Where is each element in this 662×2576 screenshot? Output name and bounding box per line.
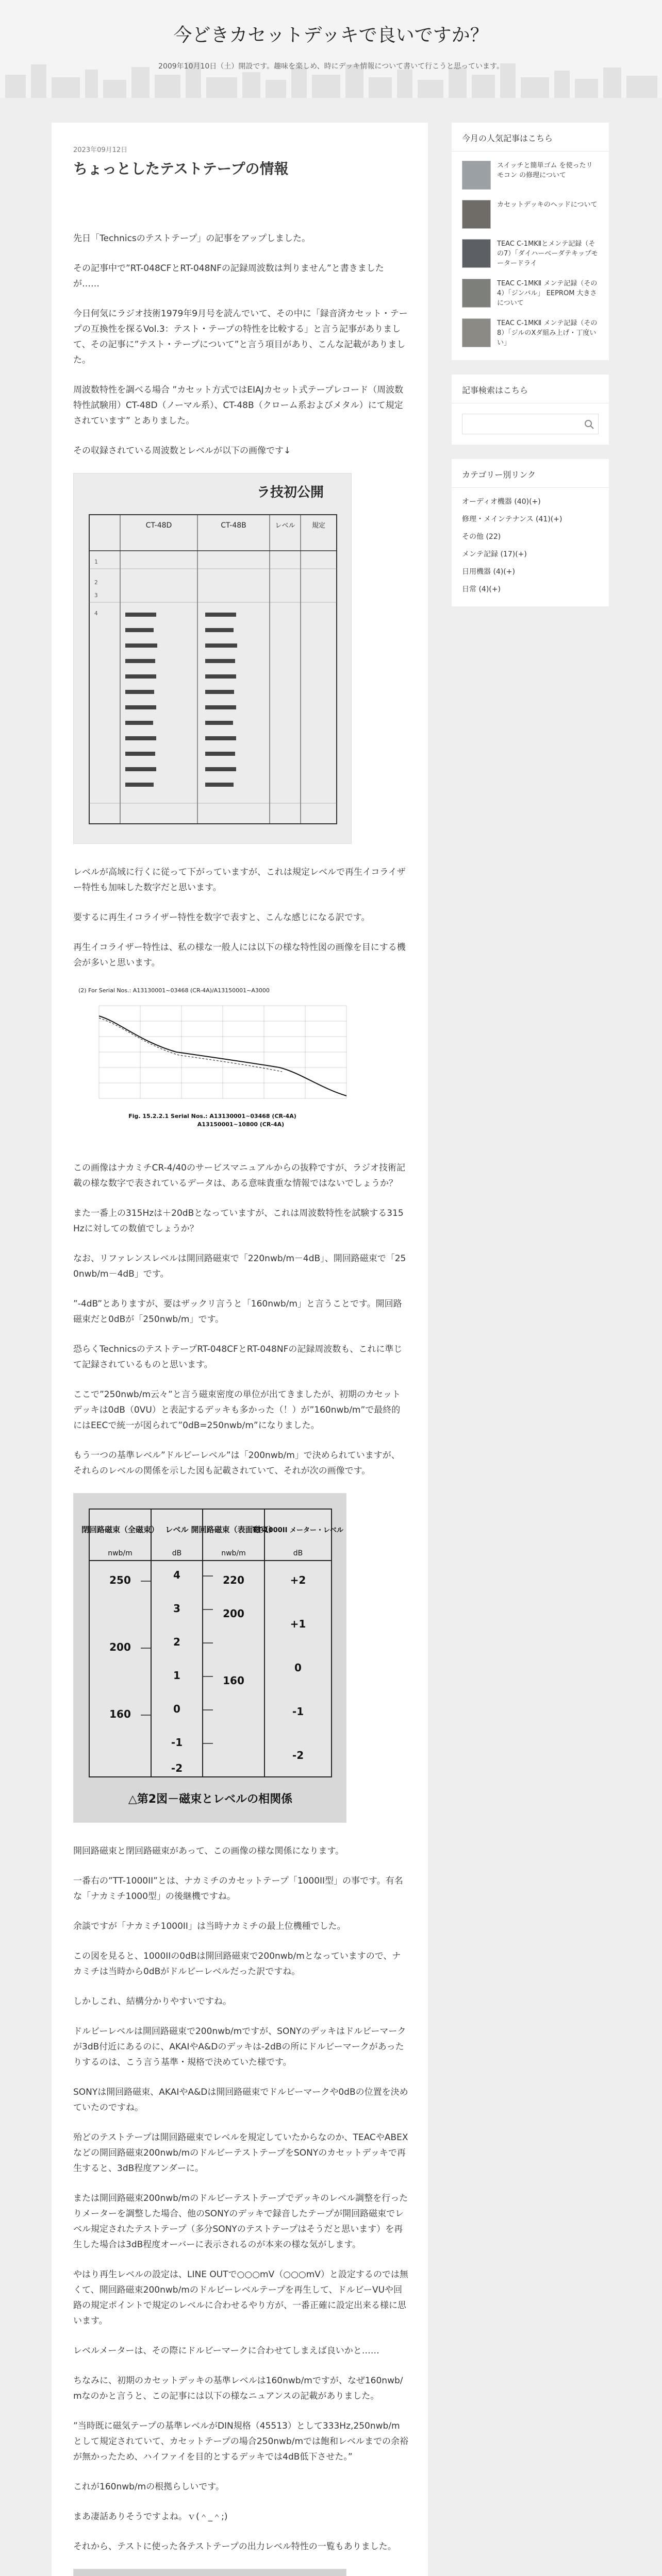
table-col-label: CT-48D — [145, 521, 172, 530]
paragraph: 余談ですが「ナカミチ1000II」は当時ナカミチの最上位機種でした。 — [73, 1921, 346, 1931]
paragraph: ”当時既に磁気テープの基準レベルがDIN規格（45513）として333Hz,250nwb/mとして規定されていて、カセットテープの場合250nwb/mでは飽和レベルまでの余裕が無かったため、ハイファイを目的とするデッキでは4dB低下させた。” — [73, 2421, 409, 2462]
widget-title: 今月の人気記事はこちら — [452, 123, 609, 151]
paragraph: 再生イコライザー特性は、私の様な一般人には以下の様な特性図の画像を目にする機会が多いと思います。 — [73, 942, 406, 968]
popular-post-item[interactable] — [452, 156, 609, 195]
flux-unit: nwb/m — [108, 1549, 133, 1557]
categories-widget — [452, 459, 609, 606]
paragraph: レベルメーターは、その際にドルビーマークに合わせてしまえば良いかと…… — [73, 2346, 379, 2356]
paragraph: なお、リファレンスレベルは開回路磁束で「220nwb/m－4dB」、開回路磁束で「250nwb/m－4dB」です。 — [73, 1253, 406, 1279]
flux-open-value: 220 — [223, 1574, 244, 1586]
graph-subcaption: A13150001~10800 (CR-4A) — [197, 1121, 285, 1128]
category-link[interactable]: その他 (22) — [462, 533, 501, 541]
frequency-table-scan[interactable] — [73, 473, 352, 844]
svg-text:1: 1 — [94, 558, 98, 565]
popular-posts-widget — [452, 123, 609, 360]
flux-col-label: レベル — [165, 1525, 189, 1534]
popular-post-title[interactable]: TEAC C-1MKⅡ メンテ記録（その8）「ジルのXダ組み上げ・丁度いい」 — [497, 319, 598, 347]
flux-col-label: 開回路磁束（表面磁束） — [191, 1525, 276, 1534]
sidebar — [452, 123, 609, 621]
paragraph: SONYは開回路磁束、AKAIやA&Dは開回路磁束でドルビーマークや0dBの位置を決めていたのですね。 — [73, 2087, 408, 2113]
flux-meter-value: +2 — [290, 1574, 306, 1586]
flux-col-label: 閉回路磁束（全磁束） — [81, 1525, 159, 1534]
post-thumbnail[interactable] — [462, 318, 491, 347]
graph-header: (2) For Serial Nos.: A13130001~03468 (CR-4A)/A13150001~A3000 — [78, 987, 270, 994]
paragraph: その収録されている周波数とレベルが以下の画像です↓ — [73, 446, 291, 456]
popular-post-title[interactable]: TEAC C-1MKⅡ メンテ記録（その4）「ジンバル」 EEPROM 大きさについて — [497, 280, 598, 307]
flux-meter-value: -2 — [292, 1749, 304, 1761]
flux-closed-value: 250 — [109, 1574, 131, 1586]
frequency-table-figure — [74, 473, 352, 844]
paragraph: ”-4dB”とありますが、要はザックリ言うと「160nwb/m」と言うことです。開回路磁束だと0dBが「250nwb/m」です。 — [73, 1299, 402, 1325]
popular-post-title[interactable]: TEAC C-1MKⅡとメンテ記録（その7）「ダイハーベーダテキップモータードライ — [497, 240, 598, 267]
search-widget — [452, 375, 609, 445]
category-link[interactable]: オーディオ機器 (40)(+) — [462, 498, 541, 506]
flux-unit: nwb/m — [221, 1549, 246, 1557]
svg-text:3: 3 — [94, 592, 98, 599]
paragraph: これが160nwb/mの根拠らしいです。 — [73, 2482, 224, 2492]
post-thumbnail[interactable] — [462, 161, 491, 190]
table-heading: ラ技初公開 — [256, 485, 324, 500]
paragraph: または開回路磁束200nwb/mのドルビーテストテープでデッキのレベル調整を行ったりメーターを調整した場合、他のSONYのデッキで録音したテープが開回路磁束でレベル規定されたテストテープ（多分SONYのテストテープはそうだと思います）を再生した場合は3dB程度オーバーに表示されるのが本来の様な気がします。 — [73, 2193, 408, 2250]
flux-level-value: -2 — [171, 1762, 183, 1774]
flux-level-scan[interactable] — [73, 1493, 346, 1823]
popular-post-item[interactable] — [452, 313, 609, 353]
paragraph: それから、テストに使った各テストテープの出力レベル特性の一覧もありました。 — [73, 2541, 396, 2552]
table-col-label: レベル — [275, 522, 295, 530]
category-link[interactable]: 日常 (4)(+) — [462, 585, 501, 594]
flux-meter-value: +1 — [290, 1618, 306, 1630]
flux-level-value: 2 — [173, 1636, 180, 1648]
search-icon[interactable] — [584, 419, 595, 430]
paragraph: 殆どのテストテープは開回路磁束でレベルを規定していたからなのか、TEACやABEXなどの開回路磁束200nwb/mのドルビーテストテープをSONYのカセットデッキで再生すると、3dB程度アンダーに。 — [73, 2132, 408, 2174]
search-input[interactable] — [462, 414, 581, 434]
category-link[interactable]: メンテ記録 (17)(+) — [462, 550, 527, 558]
flux-unit: dB — [293, 1549, 303, 1557]
flux-open-value: 200 — [223, 1607, 244, 1620]
paragraph: この画像はナカミチCR-4/40のサービスマニュアルからの抜粋ですが、ラジオ技術記載の様な数字で表されているデータは、ある意味貴重な情報ではないでしょうか？ — [73, 1163, 405, 1189]
popular-post-title[interactable]: カセットデッキのヘッドについて — [497, 201, 598, 209]
paragraph: ちなみに、初期のカセットデッキの基準レベルは160nwb/mですが、なぜ160nwb/mなのかと言うと、この記事には以下の様なニュアンスの記載がありました。 — [73, 2376, 403, 2401]
flux-closed-value: 160 — [109, 1708, 131, 1720]
category-link[interactable]: 修理・メインテナンス (41)(+) — [462, 515, 562, 523]
paragraph: しかしこれ、結構分かりやすいですね。 — [73, 1996, 232, 2007]
paragraph: また一番上の315Hzは＋20dBとなっていますが、これは周波数特性を試験する315Hzに対しての数値でしょうか？ — [73, 1208, 404, 1234]
flux-level-value: 0 — [173, 1703, 180, 1715]
popular-post-title[interactable]: スイッチと簡単ゴム を使ったリモコン の修理について — [497, 162, 593, 179]
flux-open-value: 160 — [223, 1674, 244, 1687]
article-card — [52, 123, 428, 2576]
post-thumbnail[interactable] — [462, 200, 491, 229]
paragraph: やはり再生レベルの設定は、LINE OUTで○○○mV（○○○mV）と設定するのでは無くて、開回路磁束200nwb/mのドルビーレベルテープを再生して、ドルビーVUや回路の規定ポイントで規定のレベルに合わせるやり方が、一番正確に設定出来る様に思います。 — [73, 2269, 408, 2326]
flux-figure-title: △第2図－磁束とレベルの相関係 — [128, 1793, 293, 1806]
site-title[interactable]: 今どきカセットデッキで良いですか？ — [173, 25, 489, 46]
paragraph: この図を見ると、1000IIの0dBは開回路磁束で200nwb/mとなっていますので、ナカミチは当時から0dBがドルビーレベルだった訳ですね。 — [73, 1951, 401, 1977]
popular-post-item[interactable] — [452, 234, 609, 274]
skyline-illustration — [0, 49, 662, 98]
flux-level-figure — [74, 1494, 346, 1823]
paragraph: その記事中で”RT-048CFとRT-048NFの記録周波数は判りません”と書きましたが…… — [73, 263, 384, 289]
paragraph: もう一つの基準レベル”ドルビーレベル”は「200nwb/m」で決められていますが、それらのレベルの関係を示した図も記載されていて、それが次の画像です。 — [73, 1450, 400, 1476]
flux-level-value: -1 — [171, 1736, 183, 1749]
paragraph: 要するに再生イコライザー特性を数字で表すと、こんな感じになる訳です。 — [73, 912, 370, 923]
table-col-label: CT-48B — [221, 521, 246, 530]
post-thumbnail[interactable] — [462, 279, 491, 308]
post-title[interactable]: ちょっとしたテストテープの情報 — [73, 160, 289, 177]
post-thumbnail[interactable] — [462, 239, 491, 268]
flux-unit: dB — [172, 1549, 182, 1557]
flux-level-value: 1 — [173, 1669, 180, 1682]
svg-text:4: 4 — [94, 610, 98, 617]
table-col-label: 規定 — [311, 522, 326, 530]
popular-post-item[interactable] — [452, 195, 609, 234]
category-link[interactable]: 日用機器 (4)(+) — [462, 568, 515, 576]
widget-title: 記事検索はこちら — [452, 375, 609, 403]
paragraph: 今日何気にラジオ技術1979年9月号を読んでいて、その中に「録音済カセット・テープの互換性を探るVol.3：テスト・テープの特性を比較する」と言う記事がありまして、その記事に”テスト・テープについて”と言う項目があり、こんな記載がありました。 — [73, 309, 408, 365]
flux-col-label: TT-1000II メーター・レベル — [253, 1527, 343, 1534]
eq-curve-figure — [73, 985, 352, 1140]
tape-level-scan[interactable] — [73, 2569, 346, 2576]
paragraph: 恐らくTechnicsのテストテープRT-048CFとRT-048NFの記録周波数も、これに準じて記録されているものと思います。 — [73, 1344, 403, 1370]
site-description: 2009年10月10日（土）開設です。趣味を楽しめ、時にデッキ情報について書いて行こうと思っています。 — [158, 62, 504, 71]
paragraph: 先日「Technicsのテストテープ」の記事をアップしました。 — [73, 233, 311, 244]
svg-text:2: 2 — [94, 579, 98, 586]
graph-caption: Fig. 15.2.2.1 Serial Nos.: A13130001~03468 (CR-4A) — [128, 1113, 296, 1120]
widget-title: カテゴリー別リンク — [452, 459, 609, 488]
flux-level-value: 4 — [173, 1569, 180, 1581]
tape-level-figure — [74, 2569, 346, 2576]
paragraph: 一番右の”TT-1000II”とは、ナカミチのカセットテープ「1000II型」の事です。有名な「ナカミチ1000型」の後継機ですね。 — [73, 1876, 403, 1902]
site-header — [0, 0, 662, 98]
paragraph: ドルビーレベルは開回路磁束で200nwb/mですが、SONYのデッキはドルビーマークが3dB付近にあるのに、AKAIやA&Dのデッキは-2dBの所にドルビーマークがあったりするのは、こう言う基準・規格で決めていた様です。 — [73, 2026, 406, 2067]
paragraph: まあ凄話ありそうですよね。ｖ(＾_＾;) — [73, 2512, 228, 2522]
paragraph: 開回路磁束と閉回路磁束があって、この画像の様な関係になります。 — [73, 1846, 344, 1856]
post-body — [73, 231, 408, 2576]
flux-closed-value: 200 — [109, 1641, 131, 1653]
paragraph: レベルが高域に行くに従って下がっていますが、これは規定レベルで再生イコライザー特性も加味した数字だと思います。 — [73, 867, 406, 893]
flux-meter-value: -1 — [292, 1705, 304, 1718]
flux-level-value: 3 — [173, 1602, 180, 1615]
flux-meter-value: 0 — [294, 1662, 302, 1674]
eq-curve-scan[interactable] — [73, 985, 352, 1140]
paragraph: 周波数特性を調べる場合 ”カセット方式ではEIAJカセット式テープレコード（周波数特性試験用）CT-48D（ノーマル系）、CT-48B（クローム系およびメタル）にて規定されています” とありました。 — [73, 385, 404, 426]
search-field[interactable] — [462, 414, 599, 434]
popular-post-item[interactable] — [452, 274, 609, 313]
paragraph: ここで”250nwb/m云々”と言う磁束密度の単位が出てきましたが、初期のカセットデッキは0dB（0VU）と表記するデッキも多かった（！）が”160nwb/m”で最終的にはEECで統一が図られて”0dB=250nwb/m”になりました。 — [73, 1389, 401, 1431]
post-date: 2023年09月12日 — [73, 146, 128, 154]
